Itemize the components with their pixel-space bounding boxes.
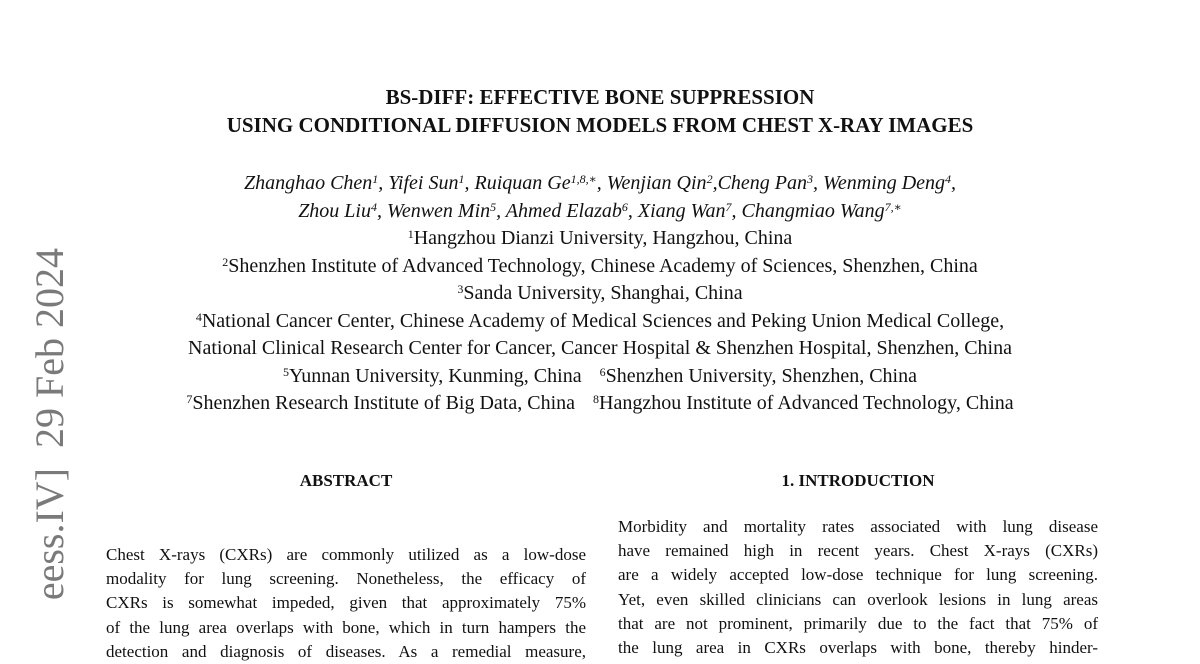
introduction-heading: 1. INTRODUCTION [781,471,935,490]
author-name: Zhou Liu [298,199,371,222]
intro-line: Morbidity and mortality rates associated with lung disease [618,517,1098,536]
affil-text: Yunnan University, Kunming, China [289,364,582,387]
author-separator: , [377,199,387,222]
author-affil-mark: 1 [372,172,379,186]
author-name: Wenjian Qin [606,172,707,194]
intro-line: have remained high in recent years. Chest X-rays (CXRs) [618,541,1098,561]
author-name: Cheng Pan [717,172,807,194]
author-separator: , [496,199,506,222]
author-name: Yifei Sun [388,172,459,194]
affiliation-4 [60,308,1140,336]
author-affil-mark: 1,8,∗ [570,172,597,186]
author-affil-mark: 1 [458,172,465,186]
affil-text: Shenzhen Research Institute of Big Data, China [192,392,576,414]
author-name: Wenwen Min [387,199,491,222]
affil-mark: 5 [283,364,289,379]
affil-mark: 6 [599,364,606,379]
affil-text: National Cancer Center, Chinese Academy of Medical Sciences and Peking Union Medical College, [201,309,1005,332]
paper-title [100,83,1100,139]
introduction-body [618,515,1098,660]
author-affil-mark: 7 [725,199,732,214]
intro-line: the lung area in CXRs overlaps with bone, thereby hinder- [618,637,1098,657]
affil-mark: 4 [195,309,202,324]
affil-mark: 7 [186,392,193,406]
author-affil-mark: 2 [706,172,713,186]
author-names-line-1 [60,170,1140,198]
author-name: Ruiquan Ge [474,172,571,194]
author-name: Wenming Deng [823,172,946,194]
author-name: Changmiao Wang [741,199,885,222]
author-separator: , [712,172,718,194]
author-affil-mark: 4 [371,199,377,214]
title-line-2: USING CONDITIONAL DIFFUSION MODELS FROM CHEST X-RAY IMAGES [226,113,974,137]
affil-text: Shenzhen University, Shenzhen, China [605,364,917,387]
author-name: Ahmed Elazab [505,199,622,222]
author-affil-mark: 5 [490,199,497,214]
affil-mark: 2 [222,254,229,269]
author-names-line-2 [60,198,1140,226]
affil-text: Shenzhen Institute of Advanced Technology, Chinese Academy of Sciences, Shenzhen, China [228,254,978,277]
affil-mark: 8 [593,392,600,406]
affil-text: Hangzhou Institute of Advanced Technology, China [599,392,1014,414]
author-affil-mark: 3 [807,172,813,186]
intro-line: Yet, even skilled clinicians can overlook lesions in lung areas [618,589,1098,609]
author-separator: , [951,172,957,194]
author-affil-mark: 7,∗ [884,199,902,214]
author-separator: , [813,172,823,194]
abstract-line: of the lung area overlaps with bone, which in turn hampers the [106,617,586,637]
author-name: Xiang Wan [637,199,726,222]
affiliation-5-6 [60,363,1140,391]
author-affil-mark: 4 [945,172,952,186]
abstract-line: detection and diagnosis of diseases. As a remedial measure, [106,641,586,661]
author-separator: , [378,172,389,194]
affiliation-3 [60,280,1140,308]
abstract-body [106,543,586,664]
affil-mark: 3 [457,282,464,296]
arxiv-date: 29 Feb 2024 [27,248,72,448]
affiliation-7-8 [60,390,1140,418]
affil-mark: 1 [407,227,414,241]
affil-text: Hangzhou Dianzi University, Hangzhou, China [413,227,793,249]
affiliation-2 [60,253,1140,281]
affiliation-4-cont: National Clinical Research Center for Cancer, Cancer Hospital & Shenzhen Hospital, Shenzhen, China [188,337,1012,359]
abstract-line: Chest X-rays (CXRs) are commonly utilized as a low-dose [106,545,586,564]
affiliation-1 [60,225,1140,253]
intro-line: are a widely accepted low-dose technique for lung screening. [618,565,1098,585]
abstract-line: CXRs is somewhat impeded, given that approximately 75% [106,593,586,613]
affil-text: Sanda University, Shanghai, China [463,282,743,304]
author-separator: , [596,172,607,194]
author-separator: , [731,199,742,222]
intro-line: that are not prominent, primarily due to the fact that 75% of [618,613,1098,633]
abstract-heading: ABSTRACT [299,471,393,490]
title-line-1: BS-DIFF: EFFECTIVE BONE SUPPRESSION [385,85,815,109]
arxiv-category: eess.IV] [27,468,72,601]
author-block [60,170,1140,418]
abstract-line: modality for lung screening. Nonetheless, the efficacy of [106,569,586,589]
author-name: Zhanghao Chen [243,172,373,194]
author-separator: , [627,199,638,222]
author-separator: , [464,172,475,194]
author-affil-mark: 6 [621,199,628,214]
